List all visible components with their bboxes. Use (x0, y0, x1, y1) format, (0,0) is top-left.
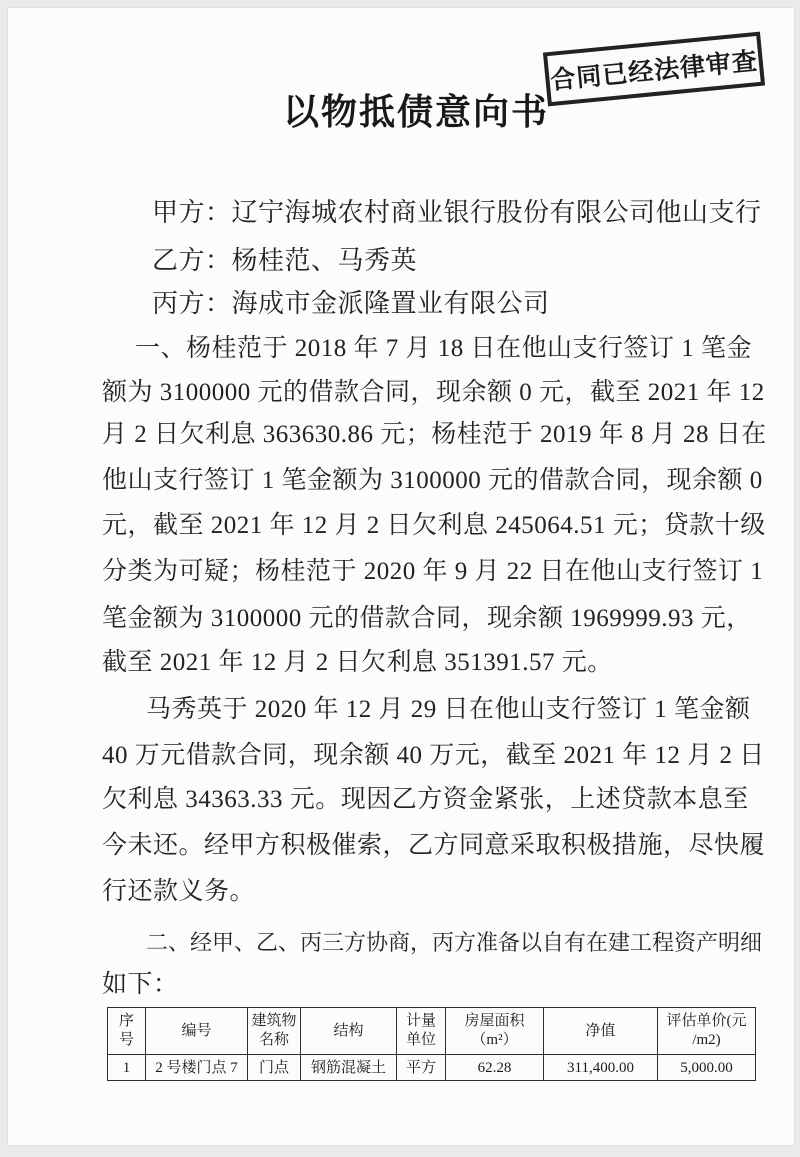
body-line: 马秀英于 2020 年 12 月 29 日在他山支行签订 1 笔金额 (146, 696, 751, 723)
table-header-cell (397, 1008, 446, 1055)
table-cell-structure: 钢筋混凝土 (301, 1055, 397, 1081)
body-line: 欠利息 34363.33 元。现因乙方资金紧张，上述贷款本息至 (102, 786, 749, 813)
body-line: 40 万元借款合同，现余额 40 万元，截至 2021 年 12 月 2 日 (102, 742, 765, 769)
table-header-cell (108, 1008, 146, 1055)
body-line: 元，截至 2021 年 12 月 2 日欠利息 245064.51 元；贷款十级 (102, 512, 766, 539)
header-text: 评估单价(元 (666, 1013, 747, 1029)
table-row (108, 1055, 756, 1081)
header-text: 结构 (333, 1022, 364, 1039)
document-title: 以物抵债意向书 (283, 92, 550, 132)
party-line-yifang: 乙方：杨桂范、马秀英 (152, 246, 418, 275)
header-text: /m2) (692, 1032, 721, 1048)
header-text: 计量 (405, 1013, 436, 1029)
table-cell-building: 门点 (248, 1055, 301, 1081)
table-cell-netvalue: 311,400.00 (544, 1055, 658, 1081)
table-header-cell (248, 1008, 301, 1055)
table-header-row (108, 1008, 756, 1055)
header-text: 净值 (585, 1022, 616, 1039)
table-cell-seq: 1 (108, 1055, 146, 1081)
header-text: 编号 (181, 1022, 212, 1039)
body-line: 额为 3100000 元的借款合同，现余额 0 元，截至 2021 年 12 (102, 379, 765, 406)
body-line: 二、经甲、乙、丙三方协商，丙方准备以自有在建工程资产明细 (146, 930, 763, 955)
table-cell-number: 2 号楼门点 7 (146, 1055, 248, 1081)
header-text: 单位 (405, 1032, 436, 1048)
header-text: （m²） (471, 1032, 518, 1048)
body-line: 笔金额为 3100000 元的借款合同，现余额 1969999.93 元， (102, 605, 752, 632)
body-line: 他山支行签订 1 笔金额为 3100000 元的借款合同，现余额 0 (102, 467, 763, 494)
table-cell-area: 62.28 (446, 1055, 544, 1081)
header-text: 序 (118, 1013, 134, 1029)
header-text: 房屋面积 (464, 1013, 525, 1029)
table-header-cell (658, 1008, 756, 1055)
body-line: 行还款义务。 (102, 878, 256, 905)
body-line: 一、杨桂范于 2018 年 7 月 18 日在他山支行签订 1 笔金 (135, 335, 753, 362)
body-line: 月 2 日欠利息 363630.86 元；杨桂范于 2019 年 8 月 28 日在 (102, 421, 767, 448)
stamp-text: 合同已经法律审查 (549, 48, 760, 95)
table-header-cell (446, 1008, 544, 1055)
header-text: 建筑物 (251, 1013, 297, 1029)
table-header-cell (301, 1008, 397, 1055)
table-cell-price: 5,000.00 (658, 1055, 756, 1081)
body-line: 如下： (102, 971, 179, 998)
body-line: 今未还。经甲方积极催索，乙方同意采取积极措施，尽快履 (102, 832, 766, 859)
header-text: 名称 (258, 1032, 289, 1048)
body-line: 分类为可疑；杨桂范于 2020 年 9 月 22 日在他山支行签订 1 (102, 558, 764, 585)
party-line-bingfang: 丙方：海成市金派隆置业有限公司 (152, 289, 550, 318)
table-cell-unit: 平方 (397, 1055, 446, 1081)
header-text: 号 (118, 1032, 134, 1048)
body-line: 截至 2021 年 12 月 2 日欠利息 351391.57 元。 (102, 649, 613, 676)
table-header-cell (146, 1008, 248, 1055)
asset-table (107, 1007, 756, 1081)
party-line-jiafang: 甲方：辽宁海城农村商业银行股份有限公司他山支行 (152, 198, 762, 227)
table-header-cell (544, 1008, 658, 1055)
